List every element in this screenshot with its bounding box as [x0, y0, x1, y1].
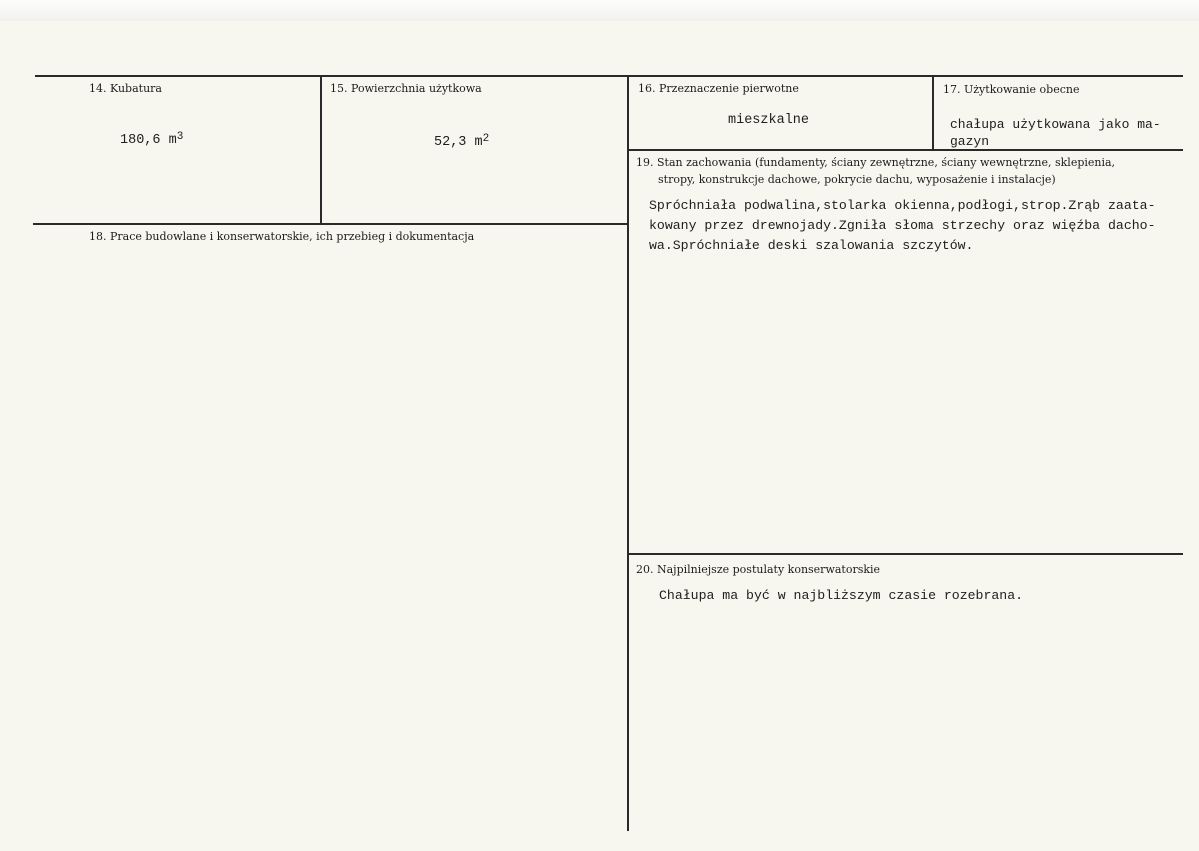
- rule-right-lower: [628, 553, 1183, 555]
- field-20-value: Chałupa ma być w najbliższym czasie rozebrana.: [659, 588, 1024, 603]
- field-14-value: 180,6 $m^3$: [120, 131, 184, 148]
- field-19-line-1: Spróchniała podwalina,stolarka okienna,podłogi,strop.Zrąb zaata-: [649, 198, 1156, 213]
- field-20-label: 20. Najpilniejsze postulaty konserwatorskie: [636, 563, 881, 576]
- field-15-unit-exponent: 2: [482, 133, 490, 145]
- field-17-label: 17. Użytkowanie obecne: [943, 83, 1080, 96]
- rule-right-upper: [628, 149, 1183, 151]
- form-sheet: [0, 21, 1199, 851]
- rule-v-center: [627, 75, 629, 831]
- rule-left-middle: [33, 223, 628, 225]
- field-17-line-1: chałupa użytkowana jako ma-: [950, 117, 1161, 132]
- field-17-line-2: gazyn: [950, 134, 990, 149]
- field-16-label: 16. Przeznaczenie pierwotne: [638, 82, 799, 95]
- scan-top-margin: [0, 0, 1199, 22]
- rule-v-14-15: [320, 75, 322, 223]
- field-19-line-3: wa.Spróchniałe deski szalowania szczytów.: [649, 238, 974, 253]
- rule-v-16-17: [932, 75, 934, 149]
- rule-top: [35, 75, 1183, 77]
- field-15-label: 15. Powierzchnia użytkowa: [330, 82, 482, 95]
- field-19-line-2: kowany przez drewnojady.Zgniła słoma strzechy oraz więźba dacho-: [649, 218, 1156, 233]
- field-19-label-line-2: stropy, konstrukcje dachowe, pokrycie dachu, wyposażenie i instalacje): [658, 173, 1056, 186]
- field-15-value: 52,3 $m^2$: [434, 133, 490, 150]
- field-19-label-line-1: 19. Stan zachowania (fundamenty, ściany zewnętrzne, ściany wewnętrzne, sklepienia,: [636, 156, 1116, 169]
- field-14-unit-exponent: 3: [176, 131, 184, 143]
- field-18-label: 18. Prace budowlane i konserwatorskie, ich przebieg i dokumentacja: [89, 230, 475, 243]
- field-14-label: 14. Kubatura: [89, 82, 162, 95]
- field-16-value: mieszkalne: [728, 113, 810, 128]
